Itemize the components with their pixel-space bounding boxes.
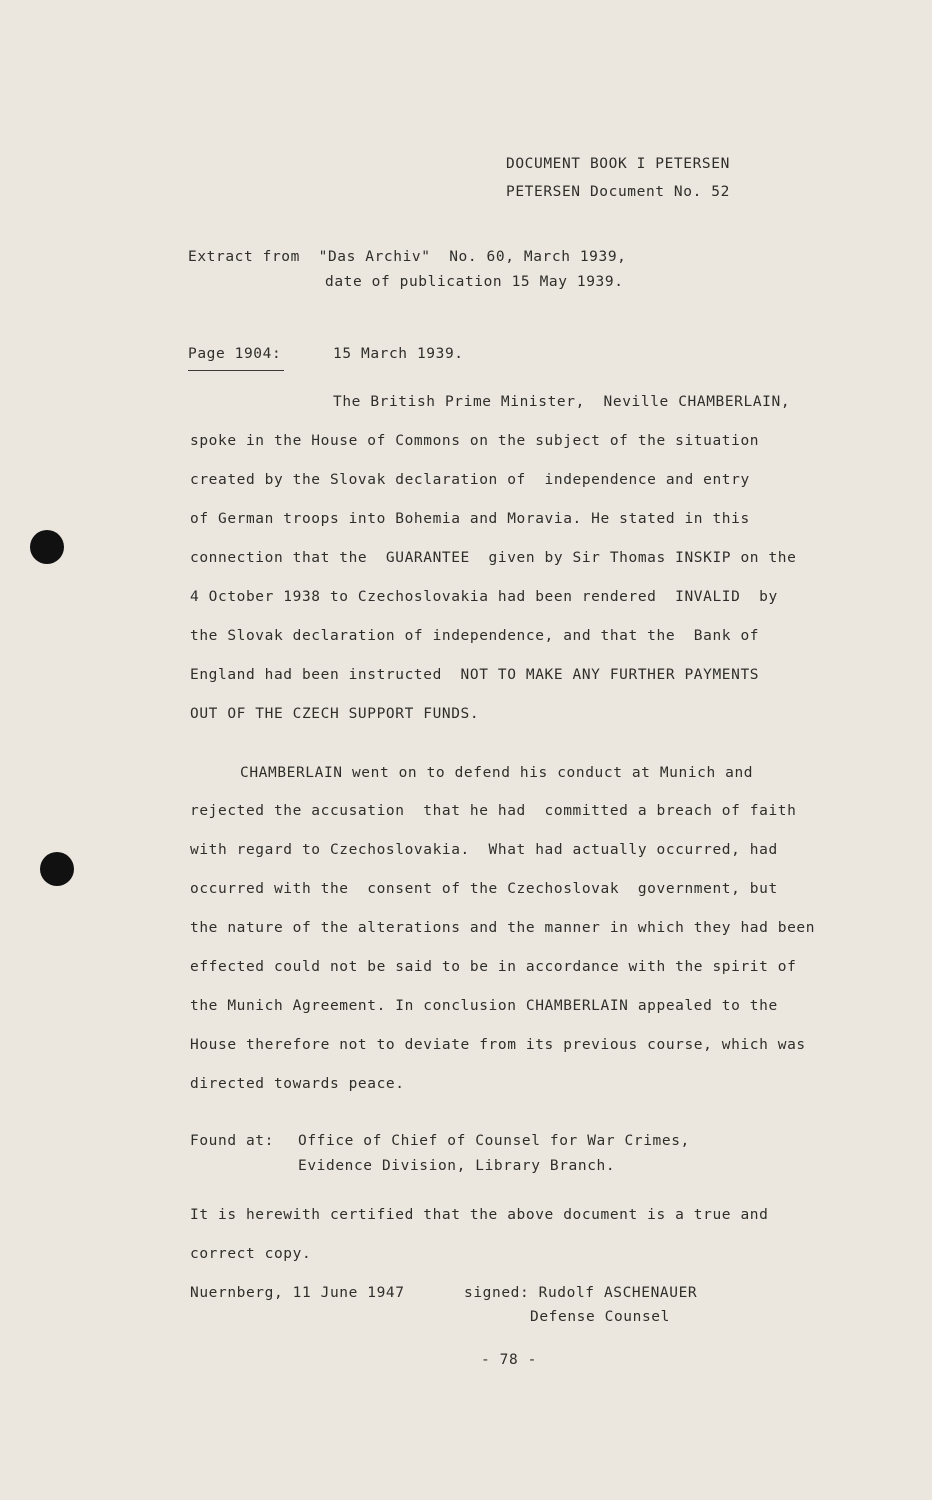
certification-line-2: correct copy. xyxy=(190,1246,312,1262)
page-ref-date: 15 March 1939. xyxy=(333,346,464,362)
paragraph-line: The British Prime Minister, Neville CHAMBERLAIN, xyxy=(333,394,791,410)
paragraph-line: occurred with the consent of the Czechoslovak government, but xyxy=(190,881,778,897)
paragraph-line: House therefore not to deviate from its previous course, which was xyxy=(190,1037,806,1053)
paragraph-line: OUT OF THE CZECH SUPPORT FUNDS. xyxy=(190,706,480,722)
page-ref-underline xyxy=(188,370,284,371)
paragraph-line: 4 October 1938 to Czechoslovakia had been rendered INVALID by xyxy=(190,589,778,605)
paragraph-line: with regard to Czechoslovakia. What had actually occurred, had xyxy=(190,842,778,858)
page-ref-label: Page 1904: xyxy=(188,346,282,362)
paragraph-line: England had been instructed NOT TO MAKE ANY FURTHER PAYMENTS xyxy=(190,667,760,683)
found-at-label: Found at: xyxy=(190,1133,274,1149)
signed-by: signed: Rudolf ASCHENAUER xyxy=(464,1285,698,1301)
paragraph-line: effected could not be said to be in accordance with the spirit of xyxy=(190,959,797,975)
punch-hole-top xyxy=(30,530,64,564)
paragraph-line: the Slovak declaration of independence, and that the Bank of xyxy=(190,628,760,644)
punch-hole-bottom xyxy=(40,852,74,886)
found-at-division: Evidence Division, Library Branch. xyxy=(298,1158,616,1174)
signer-title: Defense Counsel xyxy=(530,1309,670,1325)
paragraph-line: created by the Slovak declaration of independence and entry xyxy=(190,472,750,488)
header-doc-number: PETERSEN Document No. 52 xyxy=(506,184,730,200)
paragraph-line: directed towards peace. xyxy=(190,1076,405,1092)
page-number: - 78 - xyxy=(481,1352,537,1368)
extract-source: Extract from "Das Archiv" No. 60, March 1939, xyxy=(188,249,627,265)
paragraph-line: CHAMBERLAIN went on to defend his conduct at Munich and xyxy=(240,765,754,781)
paragraph-line: rejected the accusation that he had committed a breach of faith xyxy=(190,803,797,819)
paragraph-line: the Munich Agreement. In conclusion CHAMBERLAIN appealed to the xyxy=(190,998,778,1014)
paragraph-line: the nature of the alterations and the manner in which they had been xyxy=(190,920,816,936)
paragraph-line: of German troops into Bohemia and Moravia. He stated in this xyxy=(190,511,750,527)
extract-publication-date: date of publication 15 May 1939. xyxy=(325,274,624,290)
place-and-date: Nuernberg, 11 June 1947 xyxy=(190,1285,405,1301)
paragraph-line: spoke in the House of Commons on the subject of the situation xyxy=(190,433,760,449)
paragraph-line: connection that the GUARANTEE given by Sir Thomas INSKIP on the xyxy=(190,550,797,566)
found-at-office: Office of Chief of Counsel for War Crimes, xyxy=(298,1133,690,1149)
certification-line-1: It is herewith certified that the above document is a true and xyxy=(190,1207,769,1223)
header-doc-book: DOCUMENT BOOK I PETERSEN xyxy=(506,156,730,172)
